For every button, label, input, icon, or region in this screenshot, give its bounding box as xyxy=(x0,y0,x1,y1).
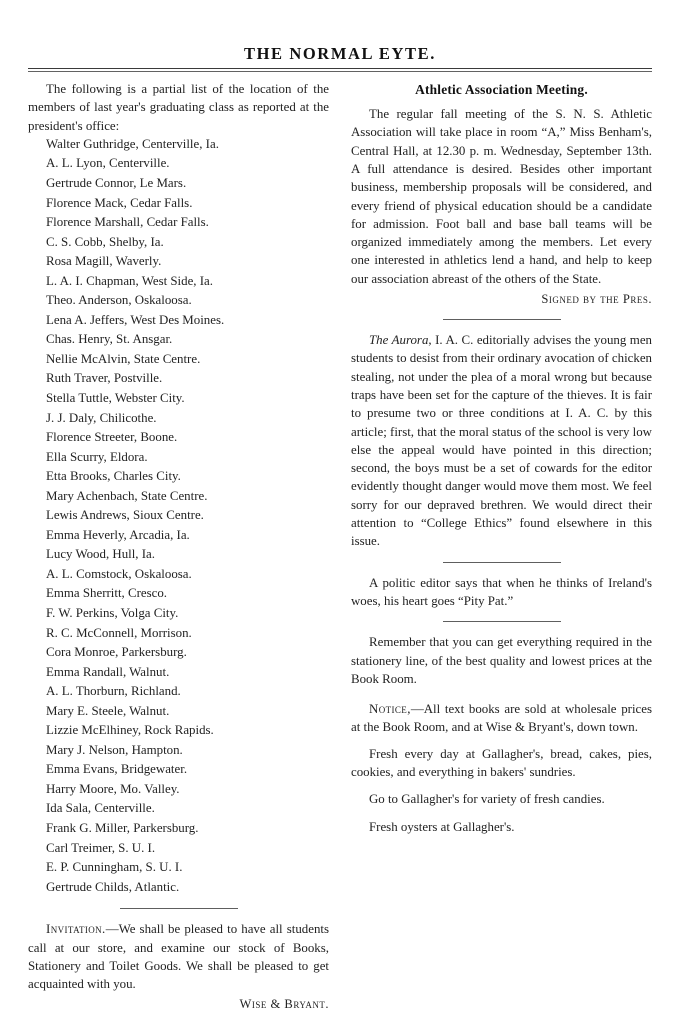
list-item: Etta Brooks, Charles City. xyxy=(46,469,181,484)
section-divider xyxy=(443,621,561,622)
list-item: E. P. Cunningham, S. U. I. xyxy=(46,860,183,875)
masthead xyxy=(0,44,680,64)
politic-editor-item: A politic editor says that when he thinks of Ireland's woes, his heart goes “Pity Pat.” xyxy=(351,575,652,608)
athletic-article-heading: Athletic Association Meeting. xyxy=(415,82,588,97)
list-item: C. S. Cobb, Shelby, Ia. xyxy=(46,234,164,249)
list-item: Nellie McAlvin, State Centre. xyxy=(46,351,201,366)
list-item: Lena A. Jeffers, West Des Moines. xyxy=(46,312,225,327)
right-column xyxy=(351,80,652,985)
list-item: A. L. Comstock, Oskaloosa. xyxy=(46,566,192,581)
list-item: Carl Treimer, S. U. I. xyxy=(46,840,156,855)
list-item: Emma Randall, Walnut. xyxy=(46,664,170,679)
invitation-lead: Invitation. xyxy=(46,922,106,937)
gallagher-oysters-ad: Fresh oysters at Gallagher's. xyxy=(369,819,515,834)
list-item: Emma Heverly, Arcadia, Ia. xyxy=(46,527,190,542)
list-item: F. W. Perkins, Volga City. xyxy=(46,606,179,621)
notice-dash: — xyxy=(410,702,424,717)
list-item: Ruth Traver, Postville. xyxy=(46,371,163,386)
left-column xyxy=(28,80,329,1012)
section-divider xyxy=(443,562,561,563)
list-item: J. J. Daly, Chilicothe. xyxy=(46,410,157,425)
publication-title: THE NORMAL EYTE. xyxy=(243,44,436,63)
list-item: Harry Moore, Mo. Valley. xyxy=(46,781,180,796)
list-item: Ella Scurry, Eldora. xyxy=(46,449,148,464)
list-item: A. L. Lyon, Centerville. xyxy=(46,156,170,171)
section-divider xyxy=(120,908,238,909)
stationery-item: Remember that you can get everything required in the stationery line, of the best quality and lowest prices at the Book Room. xyxy=(351,635,652,686)
list-item: Cora Monroe, Parkersburg. xyxy=(46,645,187,660)
list-item: Emma Evans, Bridgewater. xyxy=(46,762,188,777)
list-item: Chas. Henry, St. Ansgar. xyxy=(46,332,173,347)
list-item: Stella Tuttle, Webster City. xyxy=(46,391,185,405)
two-column-layout xyxy=(28,80,652,1012)
section-divider xyxy=(443,319,561,320)
list-item: Ida Sala, Centerville. xyxy=(46,801,155,816)
list-item: A. L. Thorburn, Richland. xyxy=(46,684,181,699)
athletic-article-signature: Signed by the Pres. xyxy=(541,292,652,307)
list-item: Florence Streeter, Boone. xyxy=(46,430,178,445)
spacer xyxy=(351,688,652,700)
notice-text: All text books are sold at wholesale prices at the Book Room, and at Wise & Bryant's, down town. xyxy=(351,702,652,735)
list-item: Gertrude Childs, Atlantic. xyxy=(46,879,180,894)
list-item: Mary Achenbach, State Centre. xyxy=(46,488,208,503)
invitation-text: We shall be pleased to have all students call at our store, and examine our stock of Books, Stationery and Toilet Goods. We shall be pleased to get acquainted with you. xyxy=(28,922,329,992)
list-item: Theo. Anderson, Oskaloosa. xyxy=(46,293,192,308)
gallagher-bakery-ad: Fresh every day at Gallagher's, bread, cakes, pies, cookies, and everything in bakers' sundries. xyxy=(351,746,652,779)
notice-lead: Notice, xyxy=(369,702,411,717)
invitation-dash: — xyxy=(105,922,119,937)
list-item: R. C. McConnell, Morrison. xyxy=(46,625,192,640)
aurora-article-text: , I. A. C. editorially advises the young men students to desist from their ordinary avocation of chicken stealing, not under the plea of a moral wrong but because traps have been set for the capture of the thieves. It is fair to presume two or three conditions at I. A. C. by this article; first, that the moral status of the school is very low else the appeal would have pointed in this direction; second, the boys must be a set of cowards for the editor evidently thought danger would move them most. We feel sorry for our depraved brethren. We would direct their attention to “College Ethics” found elsewhere in this issue. xyxy=(351,333,652,549)
list-item: Mary J. Nelson, Hampton. xyxy=(46,742,183,757)
aurora-publication-name: The Aurora xyxy=(369,333,429,348)
notice-item xyxy=(351,700,652,737)
list-item: Rosa Magill, Waverly. xyxy=(46,254,162,269)
masthead-rule xyxy=(28,68,652,72)
list-item: Gertrude Connor, Le Mars. xyxy=(46,175,187,190)
list-item: L. A. I. Chapman, West Side, Ia. xyxy=(46,273,213,288)
graduates-intro-paragraph: The following is a partial list of the location of the members of last year's graduating class as reported at the president's office: xyxy=(28,82,329,133)
gallagher-candy-ad: Go to Gallagher's for variety of fresh candies. xyxy=(369,792,605,807)
list-item: Mary E. Steele, Walnut. xyxy=(46,703,170,718)
graduates-list xyxy=(28,135,329,897)
invitation-paragraph xyxy=(28,920,329,993)
list-item: Lizzie McElhiney, Rock Rapids. xyxy=(46,723,214,738)
list-item: Frank G. Miller, Parkersburg. xyxy=(46,821,199,836)
list-item: Florence Marshall, Cedar Falls. xyxy=(46,215,209,230)
list-item: Emma Sherritt, Cresco. xyxy=(46,586,168,601)
invitation-signature: Wise & Bryant. xyxy=(239,997,329,1012)
list-item: Florence Mack, Cedar Falls. xyxy=(46,195,193,210)
list-item: Lucy Wood, Hull, Ia. xyxy=(46,547,155,562)
list-item: Walter Guthridge, Centerville, Ia. xyxy=(46,136,219,151)
aurora-article-body xyxy=(351,331,652,551)
athletic-article-body: The regular fall meeting of the S. N. S. Athletic Association will take place in room “A,” Miss Benham's, Central Hall, at 12.30 p. m. Wednesday, September 13th. A full attendance is desired. Besides other important business, membership proposals will be considered, and every friend of physical education should be a candidate for admission. Foot ball and base ball teams will be organized immediately among the members. Let every one interested in athletics lend a hand, and help to keep our association abreast of the others of the State. xyxy=(351,107,652,286)
spacer xyxy=(351,737,652,745)
list-item: Lewis Andrews, Sioux Centre. xyxy=(46,508,204,523)
